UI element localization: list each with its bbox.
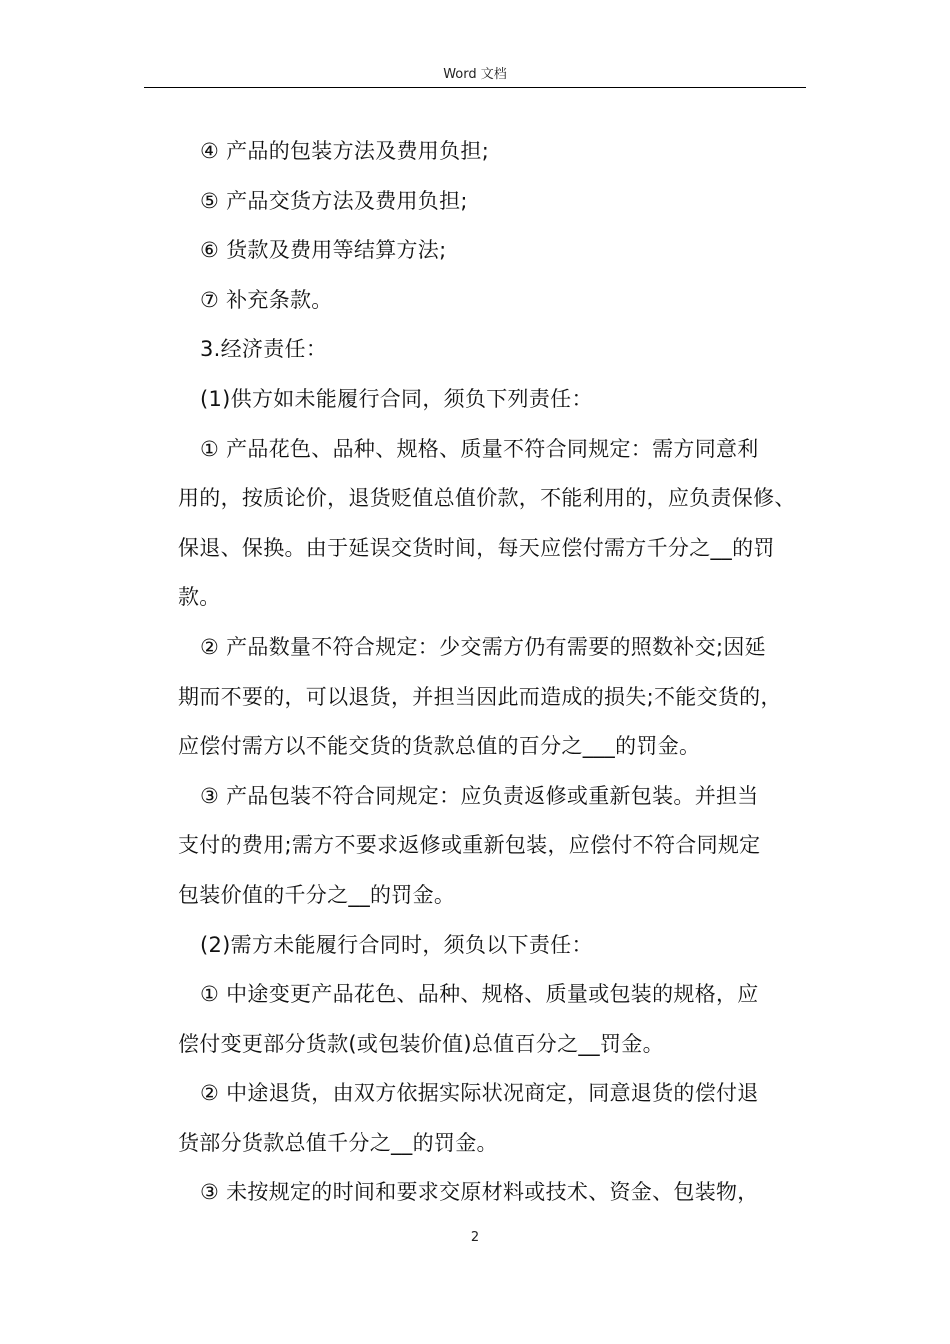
text-line: 用的，按质论价，退货贬值总值价款，不能利用的，应负责保修、 (178, 486, 796, 511)
text-line: 款。 (178, 585, 221, 610)
text-line: ② 产品数量不符合规定：少交需方仍有需要的照数补交;因延 (200, 634, 766, 659)
page-number: 2 (470, 1230, 480, 1245)
text-line: 偿付变更部分货款(或包装价值)总值百分之__罚金。 (178, 1031, 664, 1056)
text-line: ③ 未按规定的时间和要求交原材料或技术、资金、包装物， (200, 1180, 759, 1205)
header-divider (144, 87, 806, 88)
text-line: ⑦ 补充条款。 (200, 287, 333, 312)
text-line: 期而不要的，可以退货，并担当因此而造成的损失;不能交货的， (178, 684, 782, 709)
text-line: ⑤ 产品交货方法及费用负担; (200, 188, 468, 213)
document-header-title: Word 文档 (443, 67, 507, 82)
text-line: ③ 产品包装不符合同规定：应负责返修或重新包装。并担当 (200, 783, 759, 808)
text-line: 应偿付需方以不能交货的货款总值的百分之___的罚金。 (178, 734, 701, 759)
text-line: ② 中途退货，由双方依据实际状况商定，同意退货的偿付退 (200, 1081, 759, 1106)
text-line: 货部分货款总值千分之__的罚金。 (178, 1130, 498, 1155)
text-line: 3.经济责任： (200, 337, 328, 362)
text-line: ① 产品花色、品种、规格、质量不符合同规定：需方同意利 (200, 436, 759, 461)
text-line: 保退、保换。由于延误交货时间，每天应偿付需方千分之__的罚 (178, 535, 775, 560)
text-line: (2)需方未能履行合同时，须负以下责任： (200, 932, 593, 957)
text-line: 包装价值的千分之__的罚金。 (178, 882, 456, 907)
document-body (178, 127, 818, 1218)
text-line: ① 中途变更产品花色、品种、规格、质量或包装的规格，应 (200, 982, 759, 1007)
text-line: (1)供方如未能履行合同，须负下列责任： (200, 386, 593, 411)
text-line: ⑥ 货款及费用等结算方法; (200, 238, 447, 263)
text-line: 支付的费用;需方不要求返修或重新包装，应偿付不符合同规定 (178, 833, 761, 858)
text-line: ④ 产品的包装方法及费用负担; (200, 139, 490, 163)
